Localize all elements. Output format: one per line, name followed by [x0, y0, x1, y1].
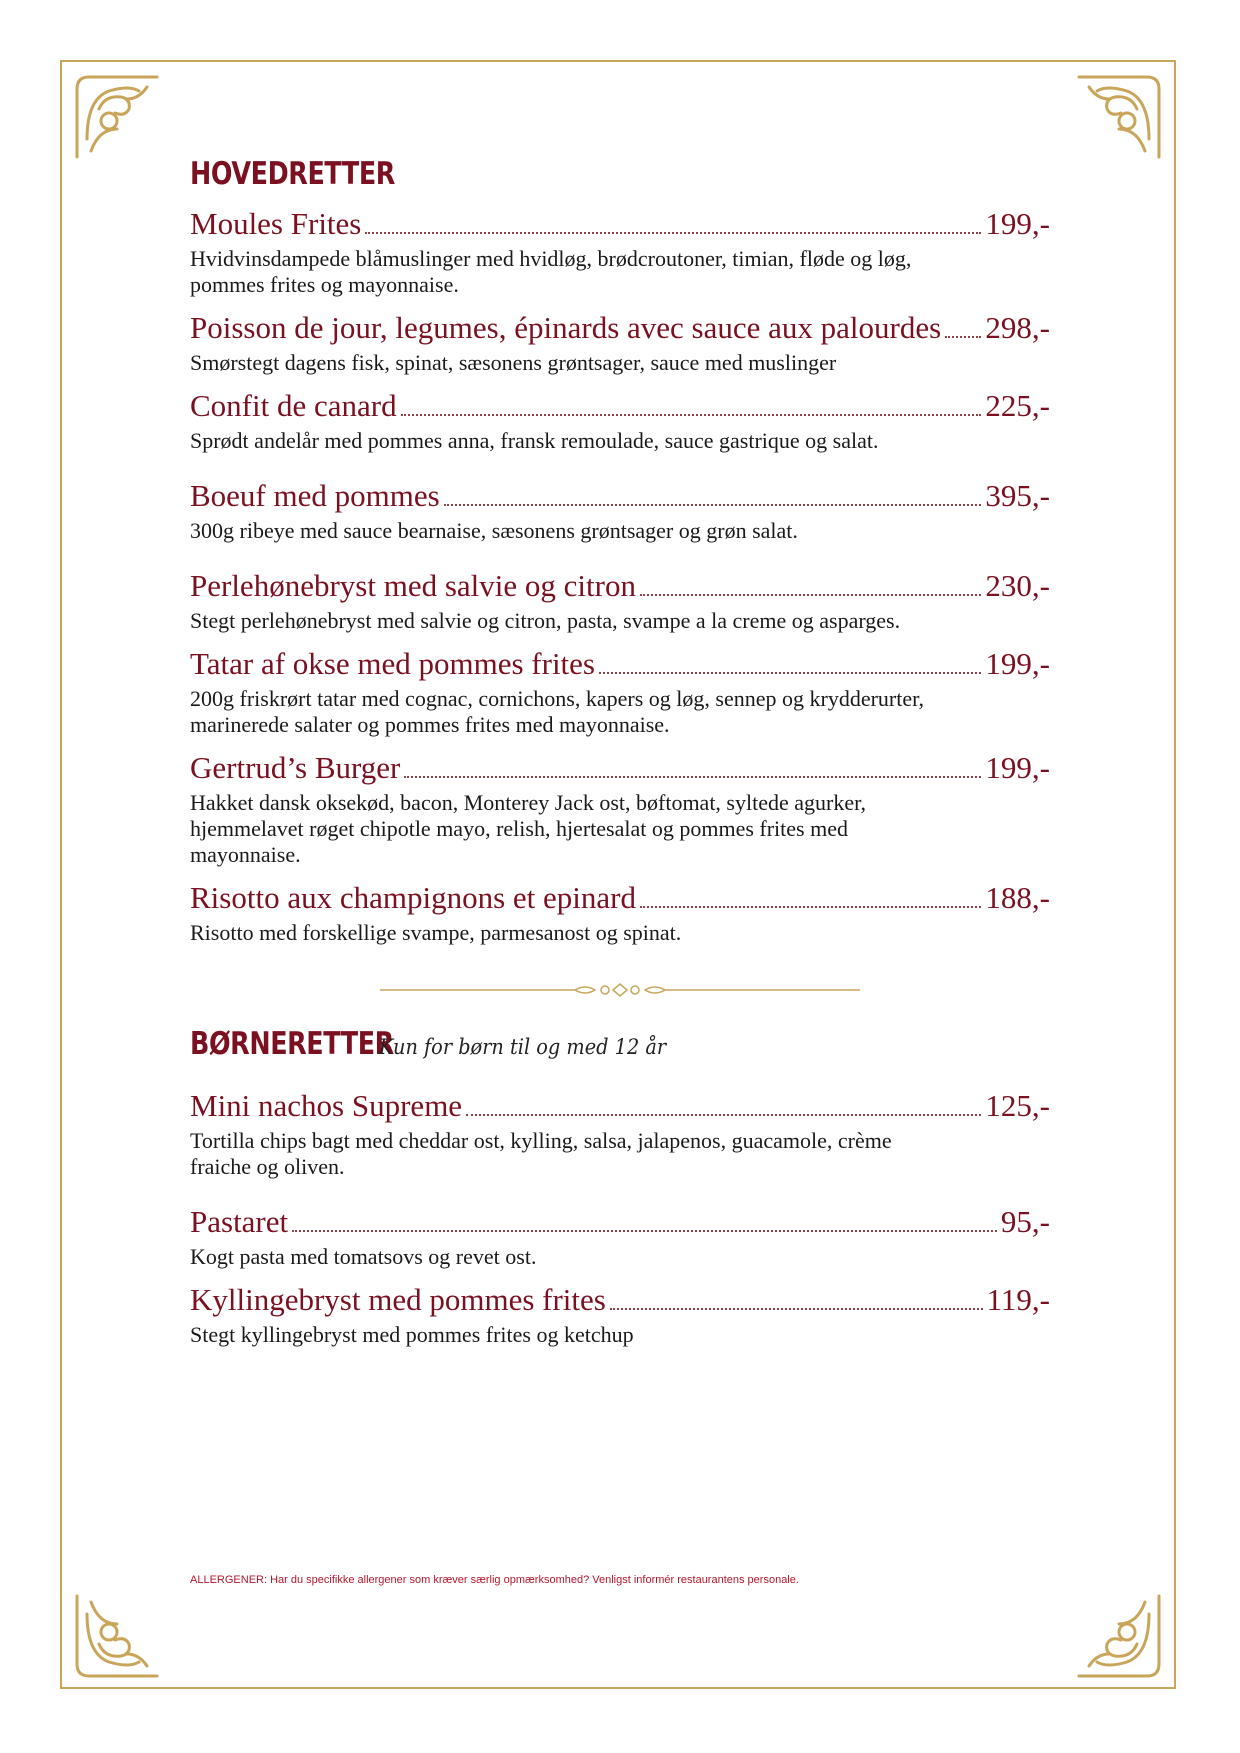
corner-ornament-top-right [1071, 69, 1167, 165]
item-price: 95,- [1000, 1204, 1050, 1239]
item-description: Tortilla chips bagt med cheddar ost, kylling, salsa, jalapenos, guacamole, crème fraiche og oliven. [190, 1128, 892, 1179]
item-name: Kyllingebryst med pommes frites [190, 1282, 606, 1317]
item-price: 119,- [986, 1282, 1050, 1317]
item-name: Tatar af okse med pommes frites [190, 646, 595, 681]
item-description: Hakket dansk oksekød, bacon, Monterey Jack ost, bøftomat, syltede agurker, hjemmelavet røget chipotle mayo, relish, hjertesalat og pommes frites med mayonnaise. [190, 790, 867, 867]
item-price: 188,- [985, 880, 1050, 915]
item-description: Stegt perlehønebryst med salvie og citron, pasta, svampe a la creme og asparges. [190, 608, 901, 633]
item-name: Perlehønebryst med salvie og citron [190, 568, 636, 603]
dot-leader [610, 1308, 983, 1310]
kids-section-header [190, 1020, 1050, 1064]
item-price: 225,- [985, 388, 1050, 423]
item-description: Stegt kyllingebryst med pommes frites og ketchup [190, 1322, 634, 1347]
item-name: Confit de canard [190, 388, 397, 423]
menu-content [190, 150, 1050, 1348]
item-price: 230,- [985, 568, 1050, 603]
item-name: Boeuf med pommes [190, 478, 440, 513]
menu-item [190, 1088, 1050, 1180]
dot-leader [365, 232, 981, 234]
kids-section-subtitle: Kun for børn til og med 12 år [378, 1035, 666, 1059]
menu-item [190, 880, 1050, 946]
menu-item [190, 478, 1050, 544]
dot-leader [404, 776, 981, 778]
menu-item [190, 206, 1050, 298]
item-description: Sprødt andelår med pommes anna, fransk remoulade, sauce gastrique og salat. [190, 428, 879, 453]
ornamental-divider [190, 980, 1050, 1000]
main-section-title: HOVEDRETTER [190, 156, 395, 192]
dot-leader [640, 906, 981, 908]
kids-section-title: BØRNERETTER [190, 1026, 394, 1062]
item-price: 199,- [985, 750, 1050, 785]
item-price: 199,- [985, 206, 1050, 241]
corner-ornament-bottom-left [69, 1588, 165, 1684]
dot-leader [292, 1230, 997, 1232]
item-price: 298,- [985, 310, 1050, 345]
item-description: Hvidvinsdampede blåmuslinger med hvidløg, brødcroutoner, timian, fløde og løg, pommes frites og mayonnaise. [190, 246, 912, 297]
item-name: Mini nachos Supreme [190, 1088, 463, 1123]
dot-leader [640, 594, 981, 596]
item-price: 125,- [985, 1088, 1050, 1123]
item-name: Pastaret [190, 1204, 289, 1239]
corner-ornament-top-left [69, 69, 165, 165]
dot-leader [466, 1114, 981, 1116]
menu-item [190, 310, 1050, 376]
item-name: Moules Frites [190, 206, 362, 241]
menu-item [190, 568, 1050, 634]
menu-item [190, 1204, 1050, 1270]
menu-item [190, 388, 1050, 454]
item-price: 199,- [985, 646, 1050, 681]
dot-leader [444, 504, 982, 506]
item-description: Smørstegt dagens fisk, spinat, sæsonens grøntsager, sauce med muslinger [190, 350, 837, 375]
allergen-note: ALLERGENER: Har du specifikke allergener som kræver særlig opmærksomhed? Venligst informér restaurantens personale. [190, 1574, 799, 1586]
item-description: Kogt pasta med tomatsovs og revet ost. [190, 1244, 537, 1269]
dot-leader [401, 414, 982, 416]
dot-leader [599, 672, 981, 674]
main-section-header [190, 150, 1050, 194]
menu-item [190, 750, 1050, 868]
item-price: 395,- [985, 478, 1050, 513]
dot-leader [945, 336, 981, 338]
corner-ornament-bottom-right [1071, 1588, 1167, 1684]
item-name: Gertrud’s Burger [190, 750, 401, 785]
item-name: Poisson de jour, legumes, épinards avec sauce aux palourdes [190, 310, 942, 345]
item-description: 300g ribeye med sauce bearnaise, sæsonens grøntsager og grøn salat. [190, 518, 798, 543]
item-description: Risotto med forskellige svampe, parmesanost og spinat. [190, 920, 682, 945]
menu-item [190, 1282, 1050, 1348]
item-name: Risotto aux champignons et epinard [190, 880, 636, 915]
item-description: 200g friskrørt tatar med cognac, cornichons, kapers og løg, sennep og krydderurter, marinerede salater og pommes frites med mayonnaise. [190, 686, 925, 737]
menu-item [190, 646, 1050, 738]
